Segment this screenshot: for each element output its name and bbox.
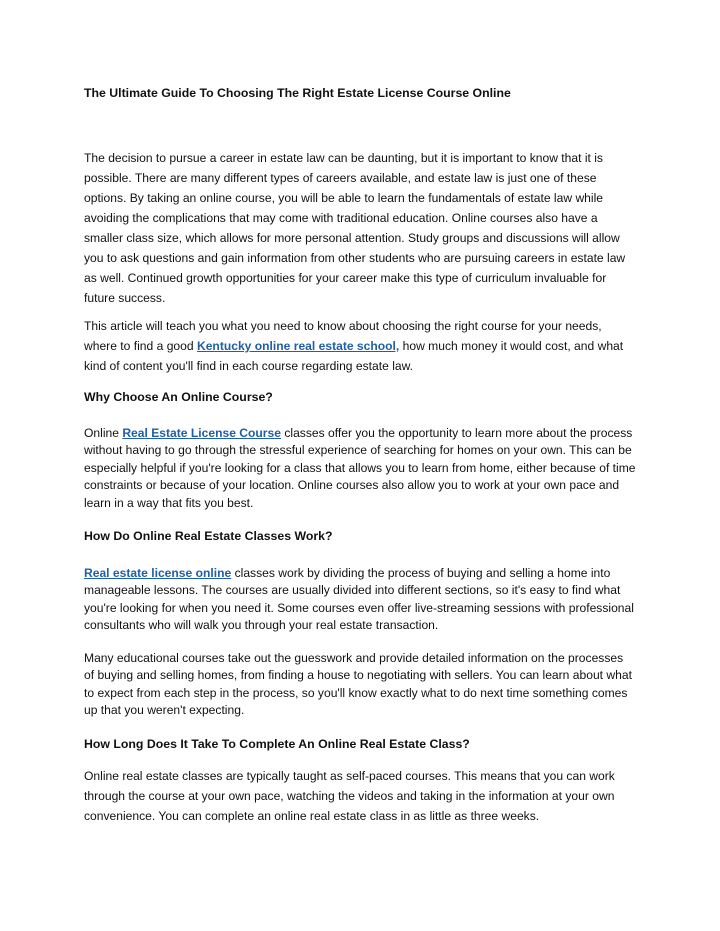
license-online-link[interactable]: Real estate license online (84, 566, 232, 580)
paragraph-text: This article will teach you what you need to know about choosing the right course for your needs, where to find a good (84, 319, 602, 353)
intro-paragraph: The decision to pursue a career in estate law can be daunting, but it is important to know that it is possible. There are many different types of careers available, and estate law is just one of these options. By taking an online course, you will be able to learn the fundamentals of estate law while avoiding the complications that may come with traditional education. Online courses also have a smaller class size, which allows for more personal attention. Study groups and discussions will allow you to ask questions and gain information from other students who are pursuing careers in estate law as well. Continued growth opportunities for your career make this type of curriculum invaluable for future success. (84, 151, 626, 305)
educational-courses-paragraph: Many educational courses take out the guesswork and provide detailed information on the processes of buying and selling homes, from finding a house to negotiating with sellers. You can learn about what to expect from each step in the process, so you'll know exactly what to do next time something comes up that you weren't expecting. (84, 651, 632, 718)
how-long-paragraph: Online real estate classes are typically taught as self-paced courses. This means that you can work through the course at your own pace, watching the videos and taking in the information at your own convenience. You can complete an online real estate class in as little as three weeks. (84, 769, 615, 823)
paragraph-text: classes work by dividing the process of buying and selling a home into manageable lessons. The courses are usually divided into different sections, so it's easy to find what you're looking for when you need it. Some courses even offer live-streaming sessions with professional consultants who will walk you through your real estate transaction. (84, 566, 634, 633)
why-online-paragraph (84, 425, 636, 512)
kentucky-school-link[interactable]: Kentucky online real estate school, (196, 339, 400, 353)
document-title: The Ultimate Guide To Choosing The Right Estate License Course Online (84, 86, 511, 100)
section-heading-how-long: How Long Does It Take To Complete An Online Real Estate Class? (84, 737, 470, 751)
paragraph-text: classes offer you the opportunity to learn more about the process without having to go through the stressful experience of searching for homes on your own. This can be especially helpful if you're looking for a class that allows you to learn from home, either because of time constraints or because of your location. Online courses also allow you to work at your own pace and learn in a way that fits you best. (84, 426, 636, 510)
section-heading-why-online: Why Choose An Online Course? (84, 390, 273, 404)
paragraph-text: how much money it would cost, and what kind of content you'll find in each course regarding estate law. (84, 339, 624, 373)
paragraph-text: Online (84, 426, 123, 440)
license-course-link[interactable]: Real Estate License Course (122, 426, 281, 440)
section-heading-how-classes-work: How Do Online Real Estate Classes Work? (84, 529, 333, 543)
how-classes-work-paragraph (84, 565, 636, 635)
article-overview-paragraph (84, 316, 636, 376)
